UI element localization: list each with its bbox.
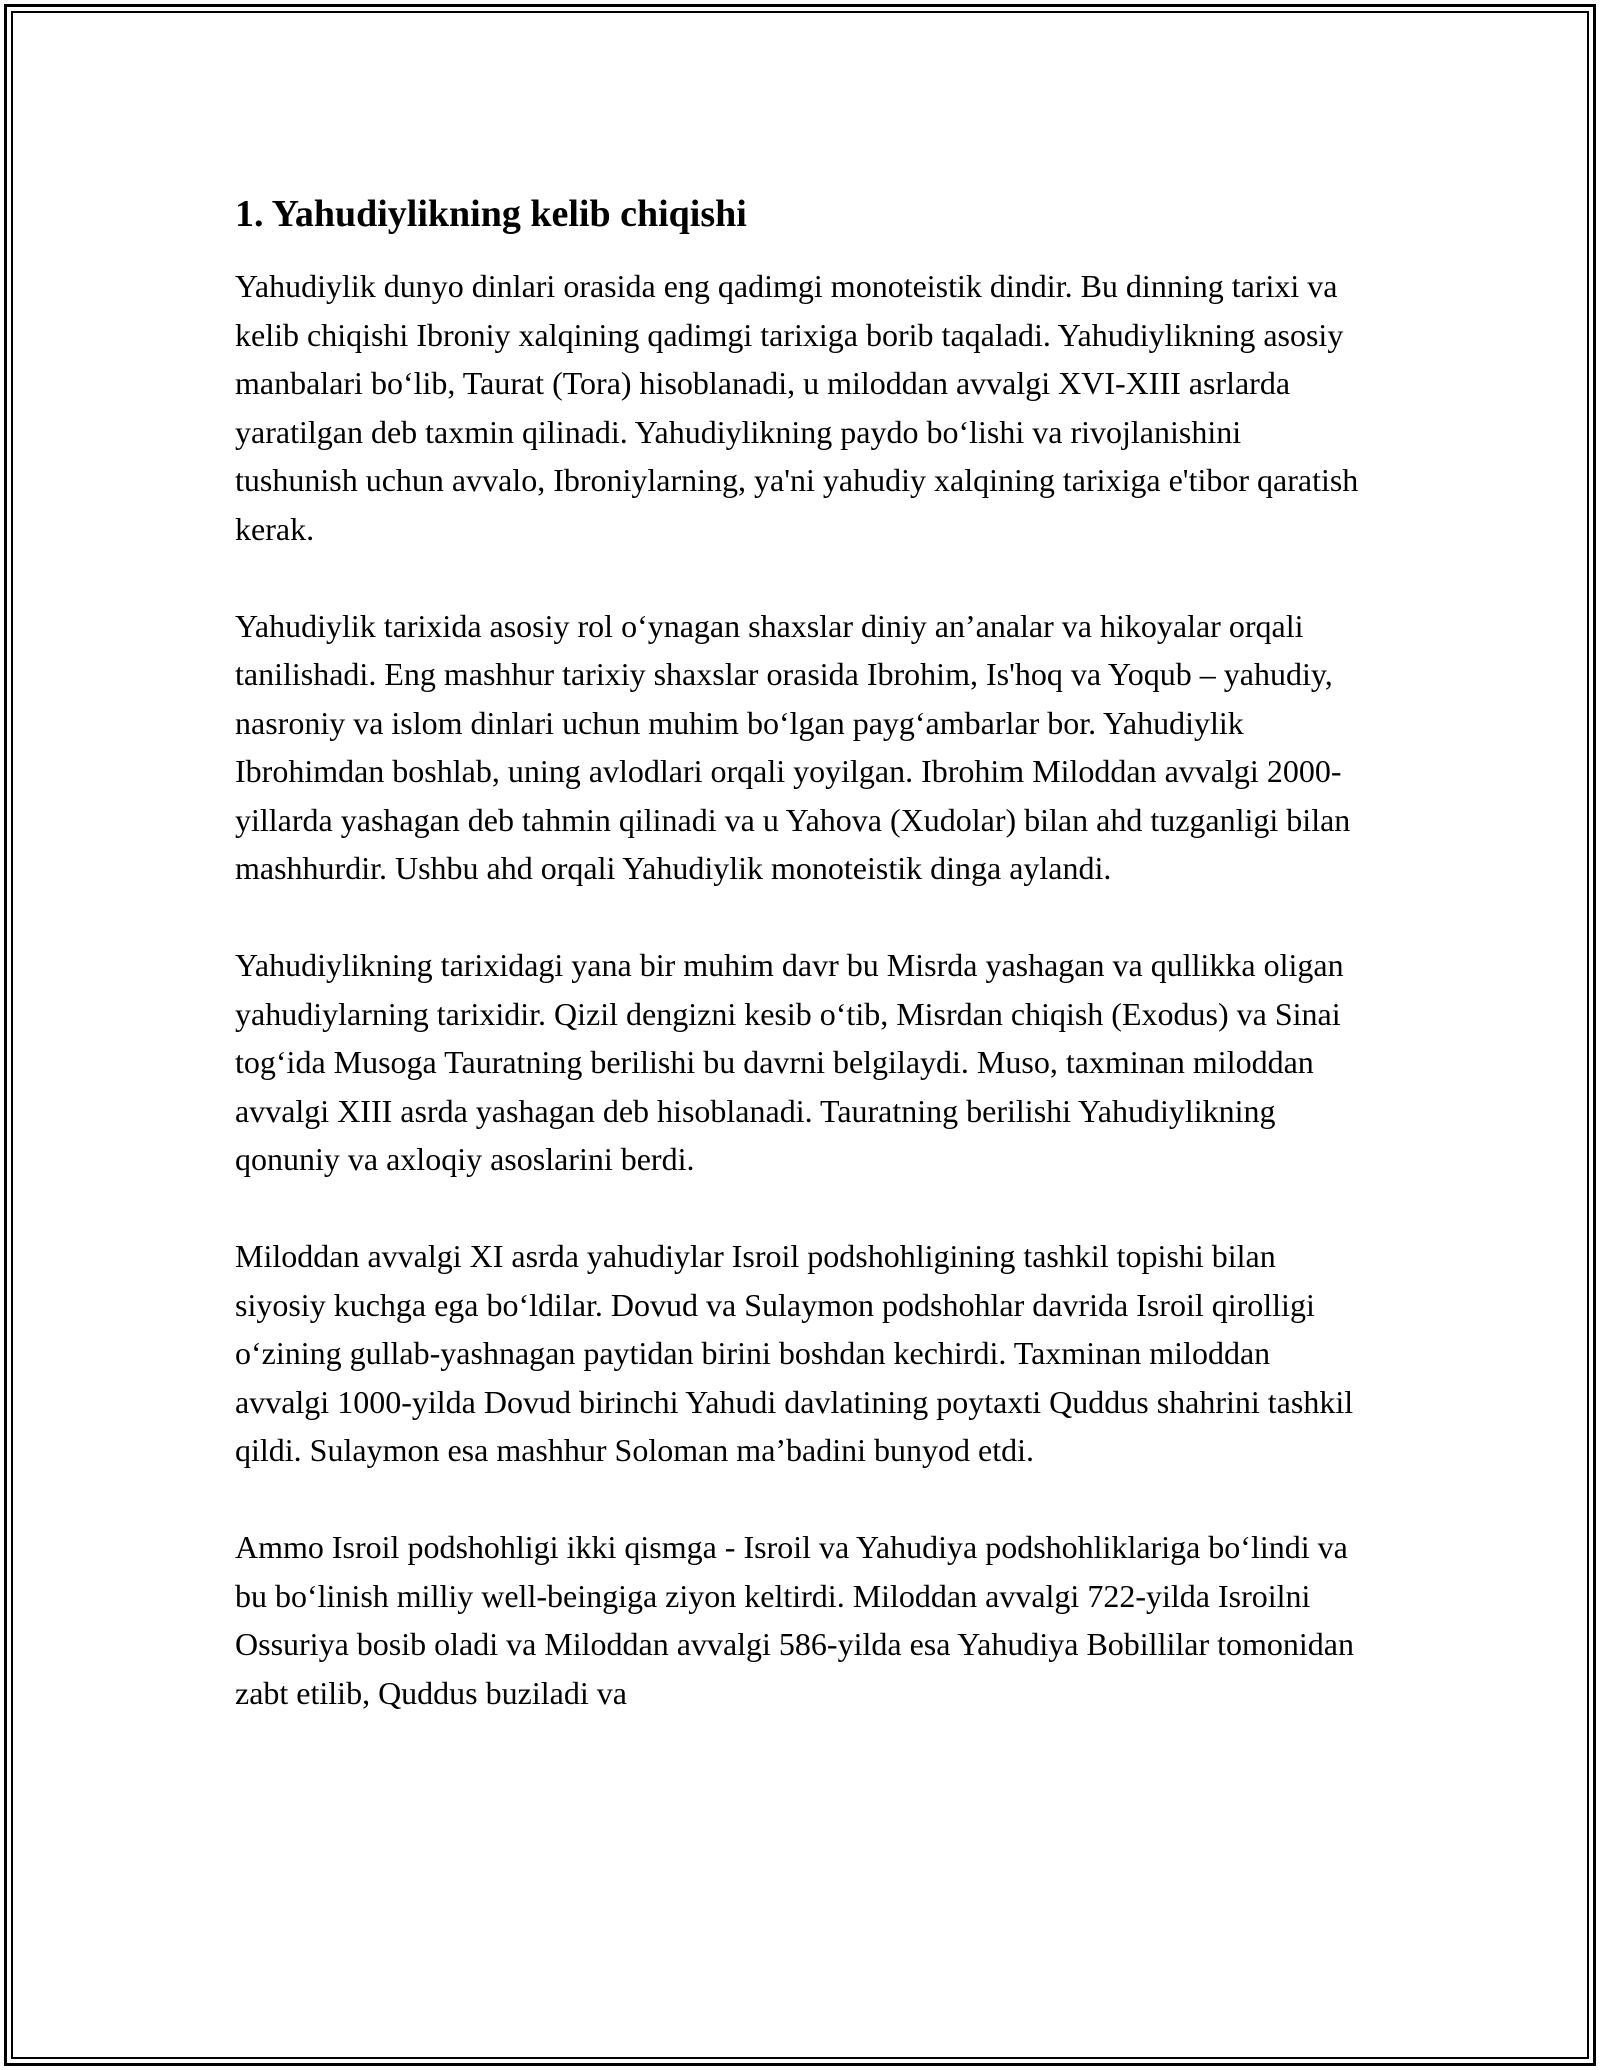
document-content xyxy=(235,188,1370,1717)
section-heading: 1. Yahudiylikning kelib chiqishi xyxy=(235,193,747,235)
paragraph-2: Yahudiylik tarixida asosiy rol o‘ynagan shaxslar diniy an’analar va hikoyalar orqali tanilishadi. Eng mashhur tarixiy shaxslar orasida Ibrohim, Is'hoq va Yoqub – yahudiy, nasroniy va islom dinlari uchun muhim bo‘lgan payg‘ambarlar bor. Yahudiylik Ibrohimdan boshlab, uning avlodlari orqali yoyilgan. Ibrohim Miloddan avvalgi 2000-yillarda yashagan deb tahmin qilinadi va u Yahova (Xudolar) bilan ahd tuzganligi bilan mashhurdir. Ushbu ahd orqali Yahudiylik monoteistik dinga aylandi. xyxy=(235,607,1351,886)
paragraph-5: Ammo Isroil podshohligi ikki qismga - Isroil va Yahudiya podshohliklariga bo‘lindi va bu bo‘linish milliy well-beingiga ziyon keltirdi. Miloddan avvalgi 722-yilda Isroilni Ossuriya bosib oladi va Miloddan avvalgi 586-yilda esa Yahudiya Bobillilar tomonidan zabt etilib, Quddus buziladi va xyxy=(235,1529,1354,1711)
paragraph-1: Yahudiylik dunyo dinlari orasida eng qadimgi monoteistik dindir. Bu dinning tarixi va kelib chiqishi Ibroniy xalqining qadimgi tarixiga borib taqaladi. Yahudiylikning asosiy manbalari bo‘lib, Taurat (Tora) hisoblanadi, u miloddan avvalgi XVI-XIII asrlarda yaratilgan deb taxmin qilinadi. Yahudiylikning paydo bo‘lishi va rivojlanishini tushunish uchun avvalo, Ibroniylarning, ya'ni yahudiy xalqining tarixiga e'tibor qaratish kerak. xyxy=(235,268,1359,547)
paragraph-4: Miloddan avvalgi XI asrda yahudiylar Isroil podshohligining tashkil topishi bilan siyosiy kuchga ega bo‘ldilar. Dovud va Sulaymon podshohlar davrida Isroil qirolligi o‘zining gullab-yashnagan paytidan birini boshdan kechirdi. Taxminan miloddan avvalgi 1000-yilda Dovud birinchi Yahudi davlatining poytaxti Quddus shahrini tashkil qildi. Sulaymon esa mashhur Soloman ma’badini bunyod etdi. xyxy=(235,1238,1354,1468)
paragraph-3: Yahudiylikning tarixidagi yana bir muhim davr bu Misrda yashagan va qullikka oligan yahudiylarning tarixidir. Qizil dengizni kesib o‘tib, Misrdan chiqish (Exodus) va Sinai tog‘ida Musoga Tauratning berilishi bu davrni belgilaydi. Muso, taxminan miloddan avvalgi XIII asrda yashagan deb hisoblanadi. Tauratning berilishi Yahudiylikning qonuniy va axloqiy asoslarini berdi. xyxy=(235,947,1344,1177)
